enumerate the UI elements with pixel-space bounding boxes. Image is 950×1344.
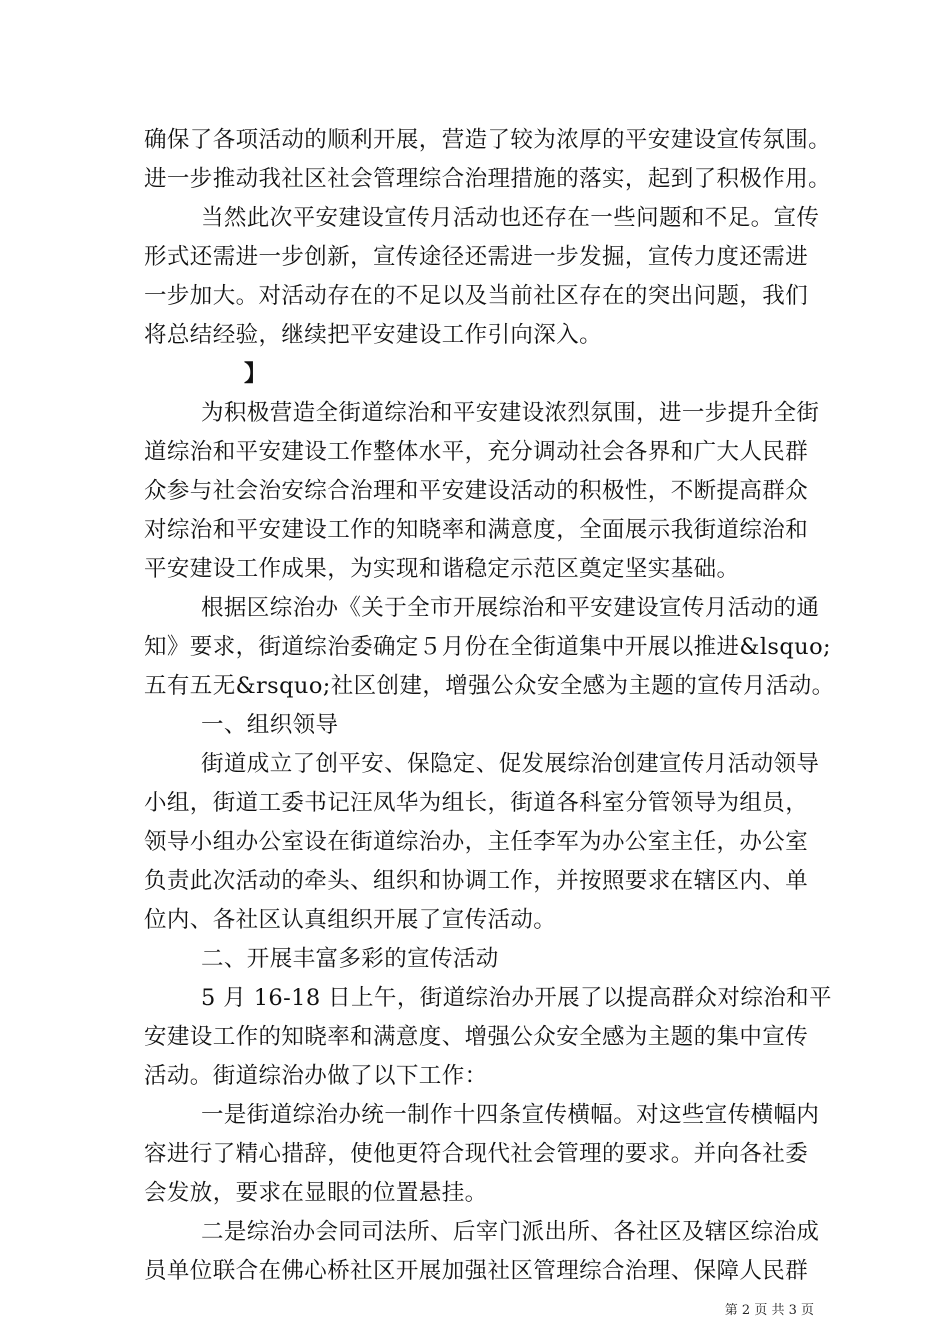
- text-line: 知》要求，街道综治委确定５月份在全街道集中开展以推进&lsquo;: [144, 634, 831, 660]
- paragraph-start-line: 5 月 16-18 日上午，街道综治办开展了以提高群众对综治和平: [201, 985, 832, 1011]
- text-line: 平安建设工作成果，为实现和谐稳定示范区奠定坚实基础。: [144, 556, 740, 582]
- text-line: 五有五无&rsquo;社区创建，增强公众安全感为主题的宣传月活动。: [144, 673, 835, 699]
- text-line: 一步加大。对活动存在的不足以及当前社区存在的突出问题，我们: [144, 283, 809, 309]
- text-line: 负责此次活动的牵头、组织和协调工作，并按照要求在辖区内、单: [144, 868, 809, 894]
- paragraph-start-line: 根据区综治办《关于全市开展综治和平安建设宣传月活动的通: [201, 595, 820, 621]
- closing-bracket: 】: [244, 361, 267, 387]
- text-line: 道综治和平安建设工作整体水平，充分调动社会各界和广大人民群: [144, 439, 809, 465]
- section-heading: 一、组织领导: [201, 712, 339, 738]
- text-line: 众参与社会治安综合治理和平安建设活动的积极性，不断提高群众: [144, 478, 809, 504]
- text-line: 会发放，要求在显眼的位置悬挂。: [144, 1180, 488, 1206]
- text-line: 进一步推动我社区社会管理综合治理措施的落实，起到了积极作用。: [144, 166, 832, 192]
- text-line: 员单位联合在佛心桥社区开展加强社区管理综合治理、保障人民群: [144, 1258, 809, 1284]
- text-line: 位内、各社区认真组织开展了宣传活动。: [144, 907, 557, 933]
- page-number: 第 2 页 共 3 页: [724, 1303, 814, 1318]
- paragraph-start-line: 为积极营造全街道综治和平安建设浓烈氛围，进一步提升全街: [201, 400, 820, 426]
- section-heading: 二、开展丰富多彩的宣传活动: [201, 946, 499, 972]
- paragraph-start-line: 二是综治办会同司法所、后宰门派出所、各社区及辖区综治成: [201, 1219, 820, 1245]
- paragraph-start-line: 一是街道综治办统一制作十四条宣传横幅。对这些宣传横幅内: [201, 1102, 820, 1128]
- text-line: 将总结经验，继续把平安建设工作引向深入。: [144, 322, 603, 348]
- text-line: 容进行了精心措辞，使他更符合现代社会管理的要求。并向各社委: [144, 1141, 809, 1167]
- text-line: 确保了各项活动的顺利开展，营造了较为浓厚的平安建设宣传氛围。: [144, 127, 832, 153]
- text-line: 形式还需进一步创新，宣传途径还需进一步发掘，宣传力度还需进: [144, 244, 809, 270]
- text-line: 小组，街道工委书记汪凤华为组长，街道各科室分管领导为组员，: [144, 790, 809, 816]
- paragraph-start-line: 街道成立了创平安、保隐定、促发展综治创建宣传月活动领导: [201, 751, 820, 777]
- text-line: 活动。街道综治办做了以下工作：: [144, 1063, 488, 1089]
- paragraph-start-line: 当然此次平安建设宣传月活动也还存在一些问题和不足。宣传: [201, 205, 820, 231]
- text-line: 对综治和平安建设工作的知晓率和满意度，全面展示我街道综治和: [144, 517, 809, 543]
- text-line: 领导小组办公室设在街道综治办，主任李军为办公室主任，办公室: [144, 829, 809, 855]
- text-line: 安建设工作的知晓率和满意度、增强公众安全感为主题的集中宣传: [144, 1024, 809, 1050]
